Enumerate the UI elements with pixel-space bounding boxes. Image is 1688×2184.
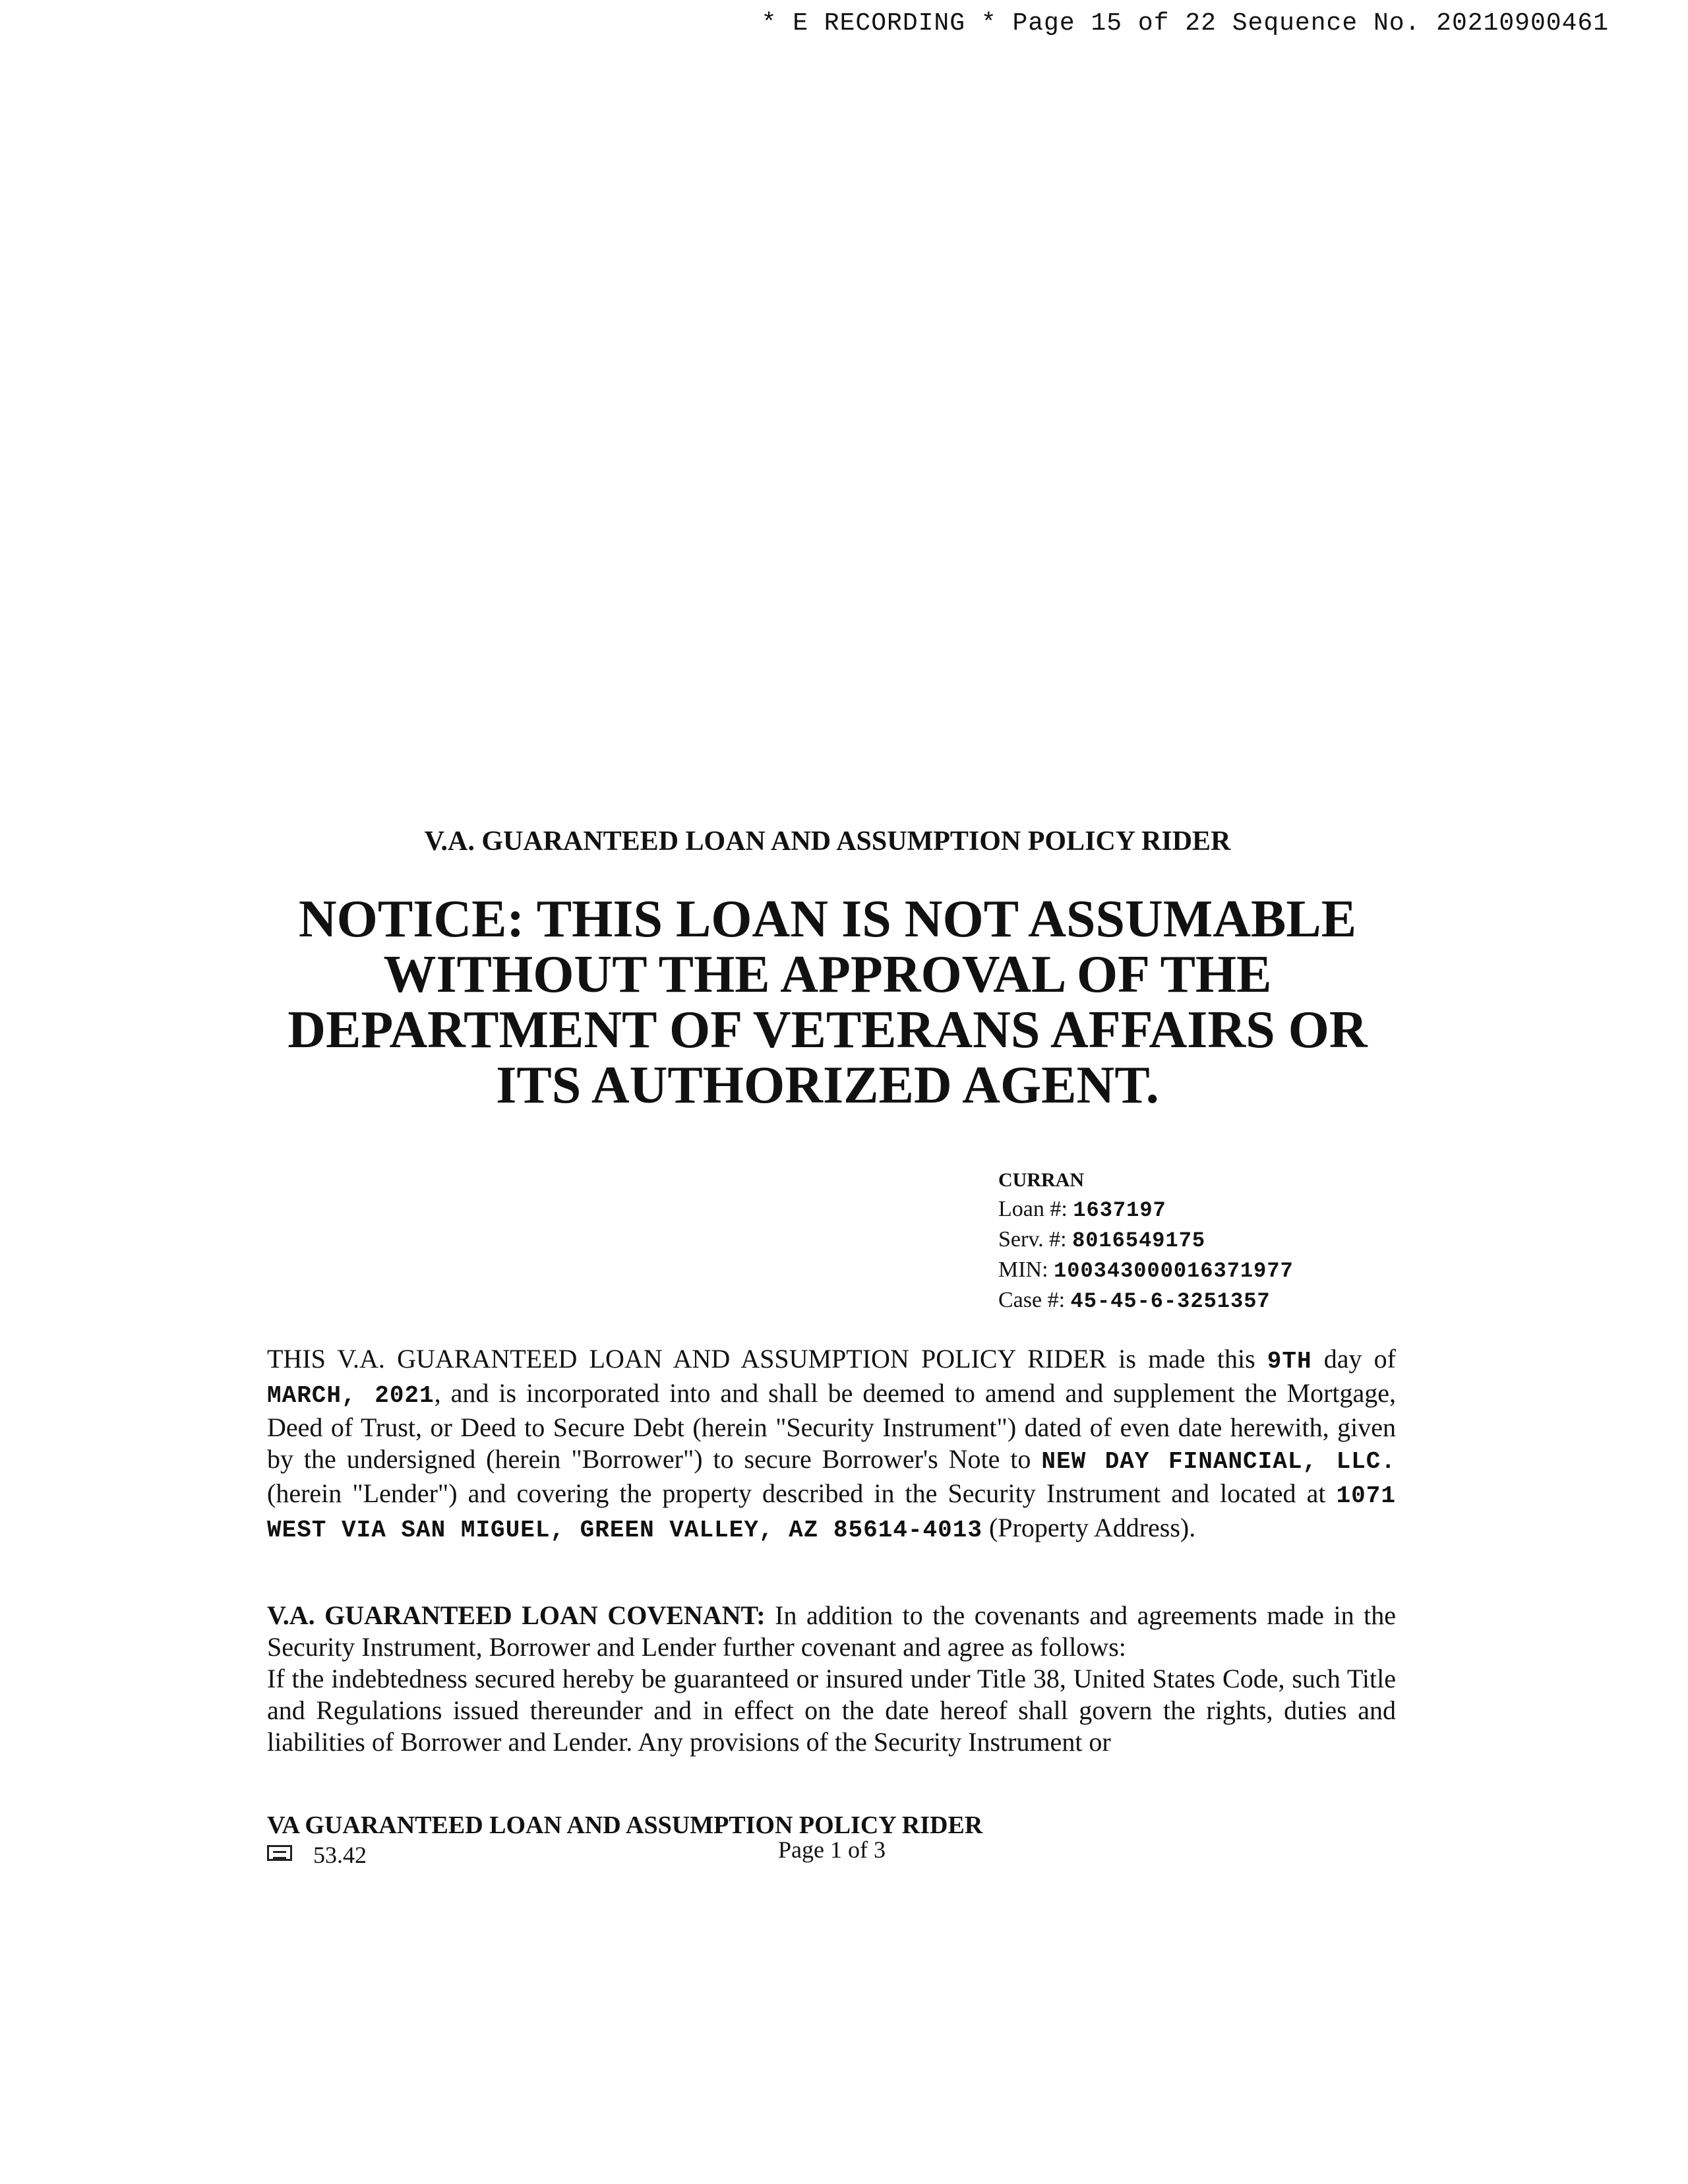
footer-title: VA GUARANTEED LOAN AND ASSUMPTION POLICY RIDER [267, 1811, 983, 1839]
covenant-heading: V.A. GUARANTEED LOAN COVENANT: [267, 1600, 766, 1630]
covenant-text: In addition to the covenants and agreements made in the Security Instrument, Borrower and Lender further covenant and agree as follows: [267, 1600, 1396, 1662]
form-number: 53.42 [313, 1842, 367, 1868]
intro-text: THIS V.A. GUARANTEED LOAN AND ASSUMPTION POLICY RIDER is made this [267, 1344, 1255, 1374]
rider-day: 9TH [1267, 1348, 1312, 1375]
notice-line: DEPARTMENT OF VETERANS AFFAIRS OR [287, 1001, 1368, 1059]
lender-name: NEW DAY FINANCIAL, LLC. [1041, 1448, 1397, 1475]
notice-line: WITHOUT THE APPROVAL OF THE [383, 946, 1272, 1004]
rider-title: V.A. GUARANTEED LOAN AND ASSUMPTION POLICY RIDER [424, 826, 1231, 857]
intro-paragraph [267, 1343, 1396, 1546]
serv-number-label: Serv. #: [998, 1227, 1067, 1252]
footer-line [267, 1836, 1124, 1870]
loan-number-label: Loan #: [998, 1197, 1068, 1221]
covenant-intro [267, 1600, 1396, 1663]
page-indicator: Page 1 of 3 [778, 1836, 886, 1863]
loan-info-block [998, 1166, 1294, 1316]
intro-text: , and is incorporated into and shall be deemed to amend and supplement the Mortgage, Deed of Trust, or Deed to Secure Debt (herein "Security Instrument") dated of even date herewith, given by the undersigned (herein "Borrower") to secure Borrower's Note to [267, 1378, 1397, 1474]
intro-text: (herein "Lender") and covering the property described in the Security Instrument and located at [267, 1478, 1326, 1508]
loan-number: 1637197 [1073, 1198, 1166, 1223]
covenant-text: If the indebtedness secured hereby be guaranteed or insured under Title 38, United States Code, such Title and Regulations issued thereunder and in effect on the date hereof shall govern the rights, duties and liabilities of Borrower and Lender. Any provisions of the Security Instrument or [267, 1664, 1396, 1757]
intro-text: day of [1323, 1344, 1396, 1374]
property-address: 1071 WEST VIA SAN MIGUEL, GREEN VALLEY, AZ 85614-4013 [267, 1482, 1396, 1544]
min-number-row [998, 1256, 1294, 1286]
notice-line: ITS AUTHORIZED AGENT. [496, 1056, 1159, 1114]
loan-number-row [998, 1195, 1294, 1225]
case-number-row [998, 1286, 1294, 1316]
covenant-paragraph [267, 1600, 1396, 1758]
case-number: 45-45-6-3251357 [1070, 1289, 1271, 1314]
min-number: 100343000016371977 [1054, 1259, 1294, 1283]
serv-number: 8016549175 [1072, 1228, 1206, 1253]
notice-block [0, 892, 1655, 1113]
borrower-name: CURRAN [998, 1169, 1084, 1191]
form-icon [267, 1845, 292, 1861]
intro-text: (Property Address). [988, 1513, 1196, 1542]
case-number-label: Case #: [998, 1288, 1066, 1312]
serv-number-row [998, 1225, 1294, 1256]
recording-header: * E RECORDING * Page 15 of 22 Sequence No. 20210900461 [761, 9, 1609, 38]
notice-line: NOTICE: THIS LOAN IS NOT ASSUMABLE [298, 890, 1357, 948]
min-number-label: MIN: [998, 1258, 1048, 1282]
rider-date: MARCH, 2021 [267, 1382, 435, 1409]
